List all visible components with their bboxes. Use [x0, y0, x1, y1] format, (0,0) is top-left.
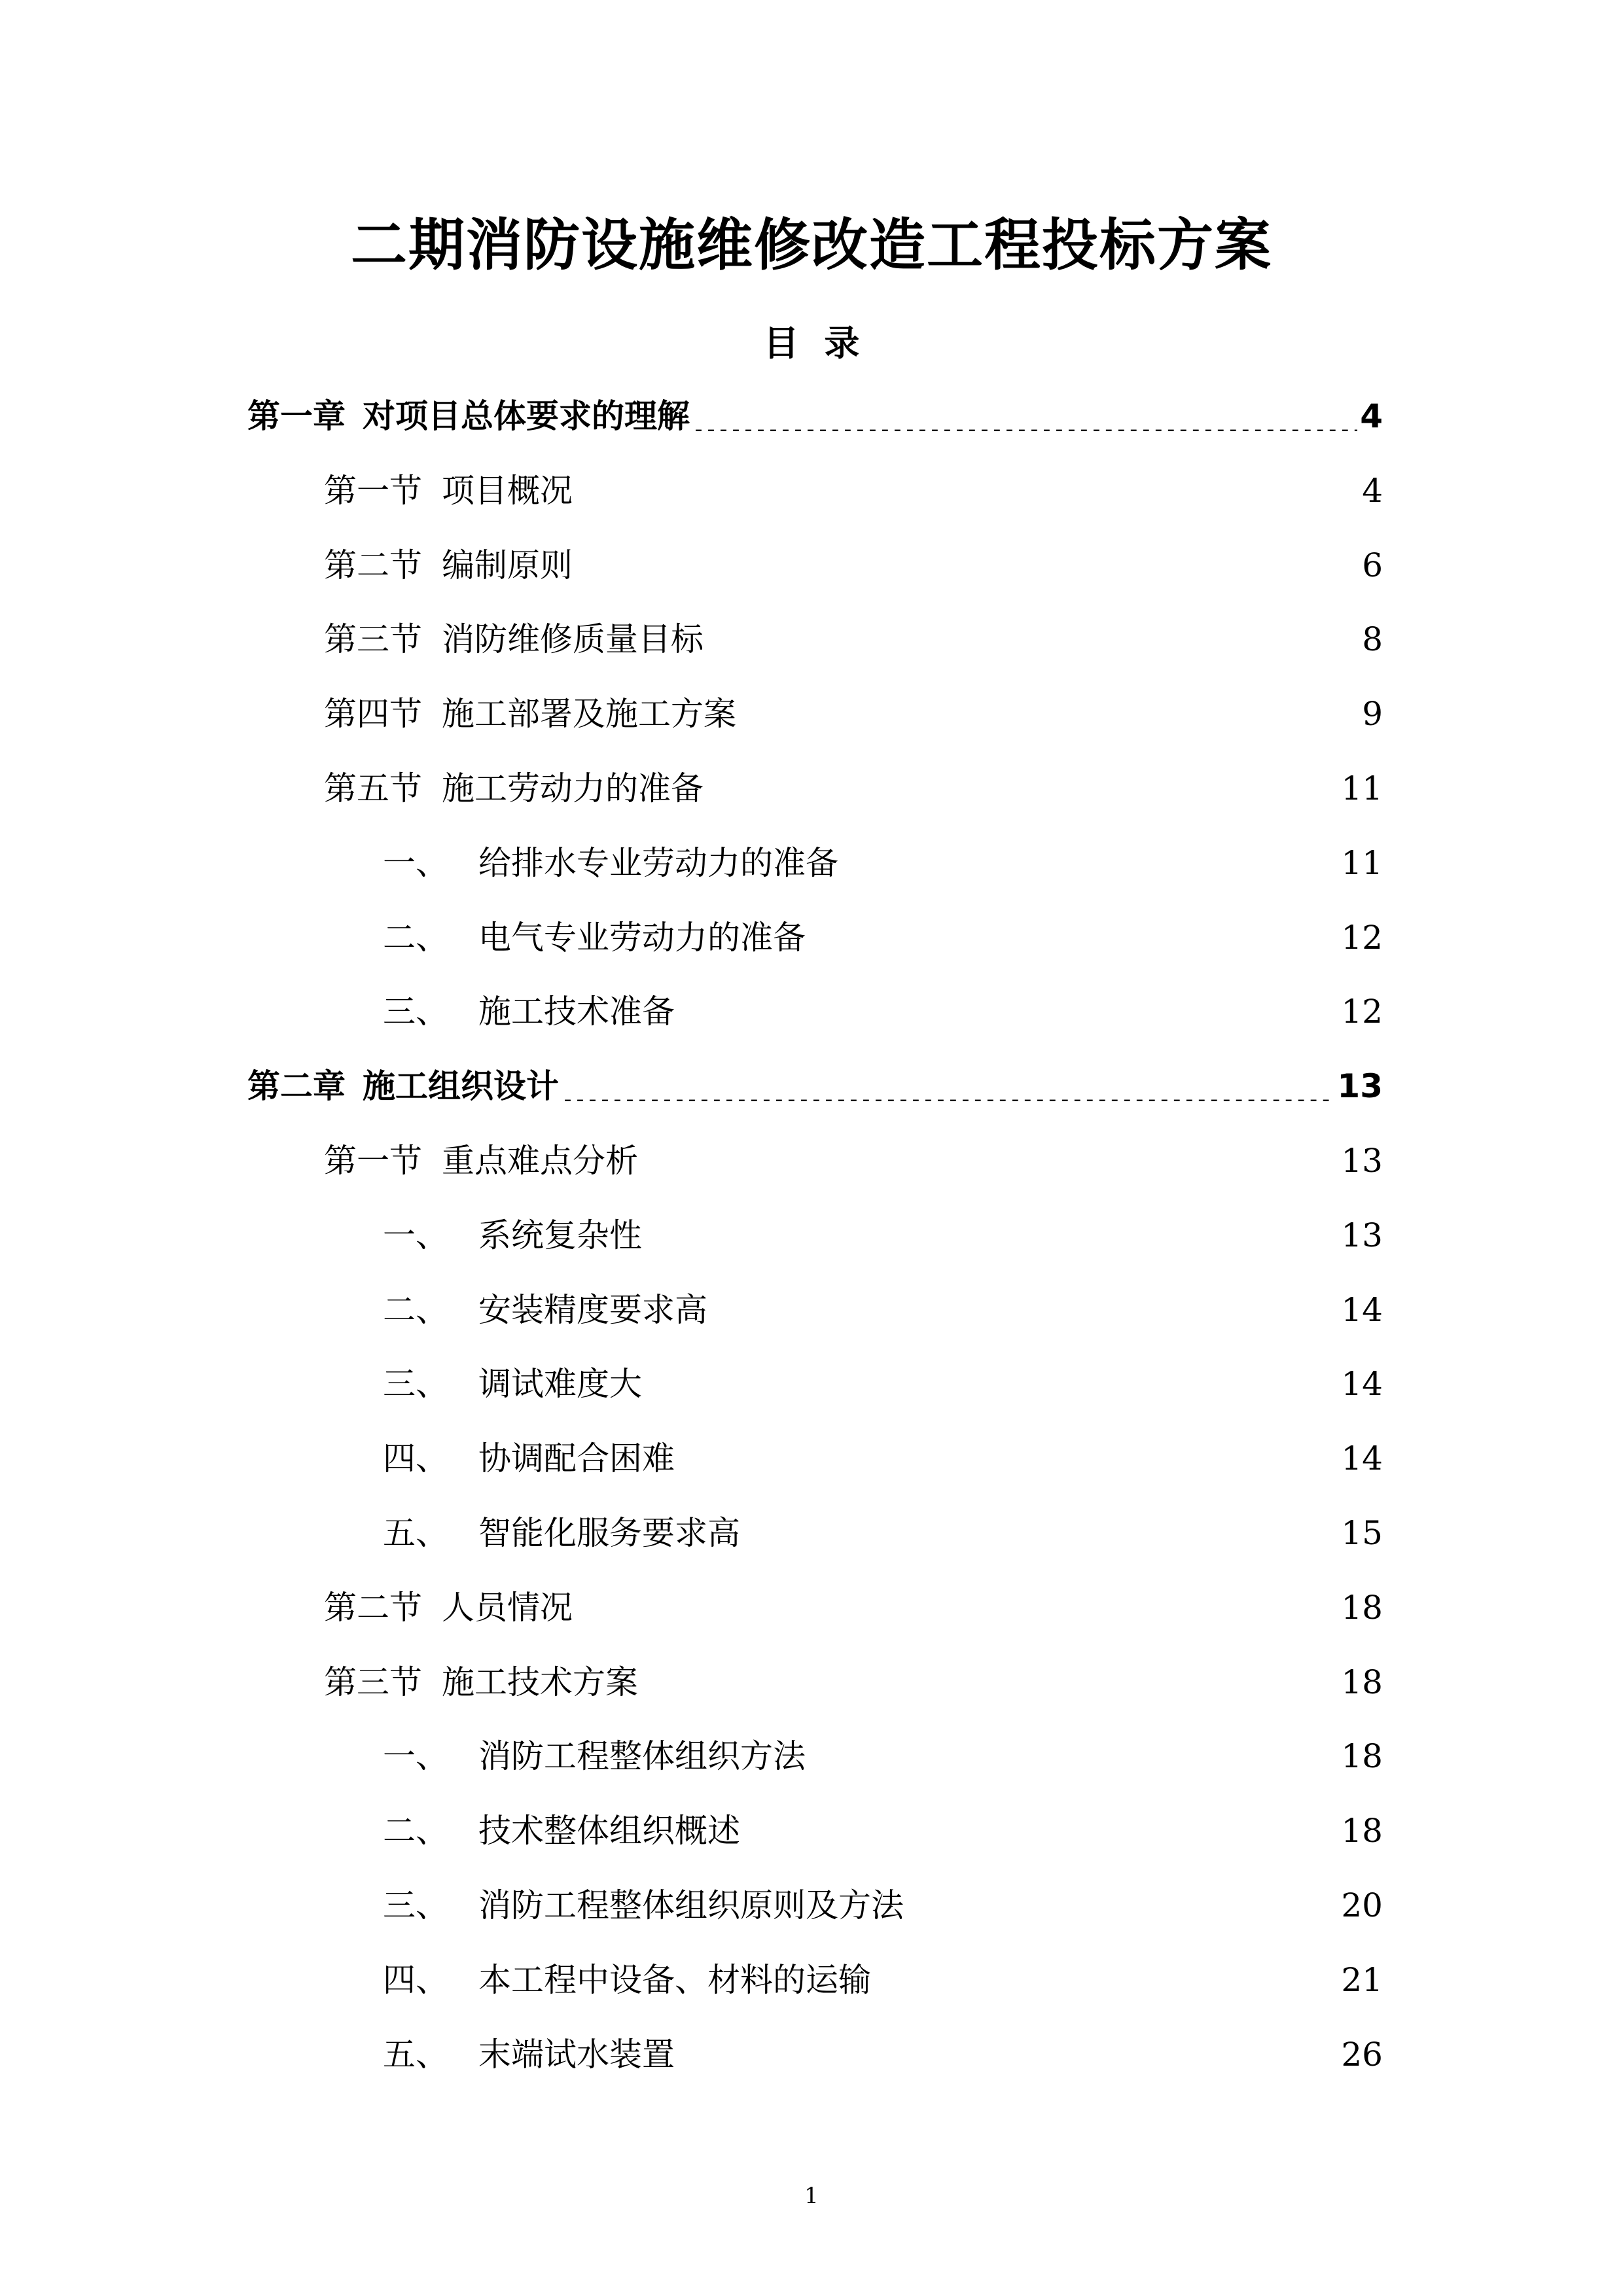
toc-entry-title: 智能化服务要求高: [478, 1514, 740, 1552]
toc-entry-number: 第一节: [324, 471, 422, 510]
toc-entry-number: 二、: [383, 1290, 448, 1329]
toc-entry-number: 第三节: [324, 1663, 422, 1701]
toc-entry-title: 人员情况: [442, 1588, 573, 1627]
toc-entry-page: 18: [1341, 1737, 1383, 1776]
toc-item-entry[interactable]: [383, 2028, 1383, 2081]
toc-entry-page: 12: [1341, 993, 1383, 1031]
toc-section-entry[interactable]: [324, 539, 1383, 592]
toc-leader-dots: [743, 1813, 1338, 1846]
toc-entry-page: 13: [1341, 1142, 1383, 1180]
toc-leader-dots: [808, 920, 1338, 953]
toc-entry-title: 项目概况: [442, 471, 573, 510]
toc-item-entry[interactable]: [383, 911, 1383, 964]
toc-entry-number: 二、: [383, 918, 448, 957]
toc-entry-title: 技术整体组织概述: [478, 1812, 740, 1850]
document-title: 二期消防设施维修改造工程投标方案: [351, 213, 1272, 278]
toc-entry-number: 第二章: [247, 1067, 346, 1106]
toc-section-entry[interactable]: [324, 465, 1383, 517]
toc-entry-page: 13: [1341, 1216, 1383, 1254]
toc-leader-dots: [710, 1292, 1338, 1325]
toc-entry-title: 施工部署及施工方案: [442, 695, 736, 733]
toc-entry-title: 消防工程整体组织原则及方法: [478, 1886, 904, 1924]
toc-leader-dots: [677, 1441, 1338, 1474]
toc-entry-title: 电气专业劳动力的准备: [478, 918, 806, 957]
toc-item-entry[interactable]: [383, 1209, 1383, 1262]
toc-entry-page: 4: [1362, 471, 1383, 510]
toc-entry-page: 14: [1341, 1365, 1383, 1404]
toc-leader-dots: [706, 771, 1338, 804]
toc-entry-title: 对项目总体要求的理解: [363, 397, 690, 435]
toc-leader-dots: [692, 398, 1357, 431]
toc-leader-dots: [641, 1665, 1338, 1697]
toc-entry-number: 三、: [383, 993, 448, 1031]
toc-leader-dots: [874, 1962, 1338, 1995]
toc-leader-dots: [841, 845, 1338, 878]
toc-entry-number: 一、: [383, 843, 448, 882]
toc-entry-page: 11: [1341, 769, 1383, 807]
toc-leader-dots: [739, 696, 1359, 729]
toc-leader-dots: [706, 622, 1359, 654]
toc-entry-title: 系统复杂性: [478, 1216, 642, 1254]
toc-entry-page: 13: [1337, 1067, 1383, 1106]
toc-entry-number: 第四节: [324, 695, 422, 733]
toc-section-entry[interactable]: [324, 762, 1383, 815]
toc-entry-page: 8: [1362, 620, 1383, 659]
toc-section-entry[interactable]: [324, 613, 1383, 665]
toc-entry-page: 14: [1341, 1290, 1383, 1329]
toc-item-entry[interactable]: [383, 1432, 1383, 1485]
toc-item-entry[interactable]: [383, 1730, 1383, 1782]
toc-leader-dots: [808, 1739, 1338, 1771]
toc-leader-dots: [743, 1515, 1338, 1548]
toc-entry-number: 第三节: [324, 620, 422, 659]
toc-entry-number: 三、: [383, 1365, 448, 1404]
toc-item-entry[interactable]: [383, 837, 1383, 889]
toc-entry-number: 三、: [383, 1886, 448, 1924]
toc-entry-title: 消防维修质量目标: [442, 620, 704, 659]
toc-leader-dots: [906, 1888, 1338, 1920]
toc-entry-page: 14: [1341, 1439, 1383, 1478]
toc-entry-page: 18: [1341, 1812, 1383, 1850]
toc-leader-dots: [575, 1590, 1338, 1623]
toc-entry-title: 安装精度要求高: [478, 1290, 707, 1329]
toc-entry-number: 第二节: [324, 546, 422, 584]
toc-entry-title: 施工劳动力的准备: [442, 769, 704, 807]
toc-entry-title: 编制原则: [442, 546, 573, 584]
toc-entry-title: 协调配合困难: [478, 1439, 675, 1478]
toc-entry-number: 二、: [383, 1812, 448, 1850]
toc-leader-dots: [677, 994, 1338, 1027]
page-number: 1: [804, 2183, 819, 2209]
toc-entry-page: 11: [1341, 843, 1383, 882]
toc-entry-number: 四、: [383, 1960, 448, 1999]
toc-heading: 目 录: [763, 323, 860, 364]
toc-entry-number: 第一章: [247, 397, 346, 435]
toc-item-entry[interactable]: [383, 1805, 1383, 1857]
toc-entry-title: 本工程中设备、材料的运输: [478, 1960, 871, 1999]
toc-entry-number: 五、: [383, 1514, 448, 1552]
toc-leader-dots: [641, 1143, 1338, 1176]
toc-item-entry[interactable]: [383, 1879, 1383, 1932]
toc-entry-page: 12: [1341, 918, 1383, 957]
toc-leader-dots: [575, 548, 1359, 580]
toc-item-entry[interactable]: [383, 985, 1383, 1038]
toc-leader-dots: [645, 1218, 1338, 1250]
toc-entry-title: 施工组织设计: [363, 1067, 559, 1106]
toc-entry-number: 一、: [383, 1216, 448, 1254]
toc-leader-dots: [562, 1069, 1334, 1101]
toc-entry-page: 18: [1341, 1588, 1383, 1627]
toc-entry-number: 五、: [383, 2035, 448, 2074]
toc-leader-dots: [677, 2037, 1338, 2070]
toc-entry-title: 施工技术准备: [478, 993, 675, 1031]
toc-entry-title: 末端试水装置: [478, 2035, 675, 2074]
toc-section-entry[interactable]: [324, 1581, 1383, 1634]
toc-entry-title: 给排水专业劳动力的准备: [478, 843, 838, 882]
toc-section-entry[interactable]: [324, 688, 1383, 740]
toc-entry-page: 15: [1341, 1514, 1383, 1552]
toc-item-entry[interactable]: [383, 1954, 1383, 2006]
toc-item-entry[interactable]: [383, 1507, 1383, 1559]
toc-leader-dots: [645, 1366, 1338, 1399]
toc-entry-title: 施工技术方案: [442, 1663, 638, 1701]
toc-entry-number: 第二节: [324, 1588, 422, 1627]
toc-section-entry[interactable]: [324, 1135, 1383, 1187]
toc-entry-number: 第一节: [324, 1142, 422, 1180]
toc-entry-page: 18: [1341, 1663, 1383, 1701]
toc-item-entry[interactable]: [383, 1284, 1383, 1336]
toc-entry-page: 6: [1362, 546, 1383, 584]
toc-entry-page: 21: [1341, 1960, 1383, 1999]
toc-leader-dots: [575, 473, 1359, 506]
toc-entry-number: 第五节: [324, 769, 422, 807]
toc-chapter-entry[interactable]: [247, 390, 1383, 442]
toc-entry-page: 26: [1341, 2035, 1383, 2074]
toc-section-entry[interactable]: [324, 1656, 1383, 1708]
toc-chapter-entry[interactable]: [247, 1060, 1383, 1112]
toc-entry-page: 4: [1360, 397, 1383, 435]
toc-entry-title: 重点难点分析: [442, 1142, 638, 1180]
toc-entry-title: 调试难度大: [478, 1365, 642, 1404]
toc-entry-number: 四、: [383, 1439, 448, 1478]
toc-entry-page: 9: [1362, 695, 1383, 733]
toc-item-entry[interactable]: [383, 1358, 1383, 1410]
toc-entry-number: 一、: [383, 1737, 448, 1776]
toc-entry-title: 消防工程整体组织方法: [478, 1737, 806, 1776]
toc-entry-page: 20: [1341, 1886, 1383, 1924]
